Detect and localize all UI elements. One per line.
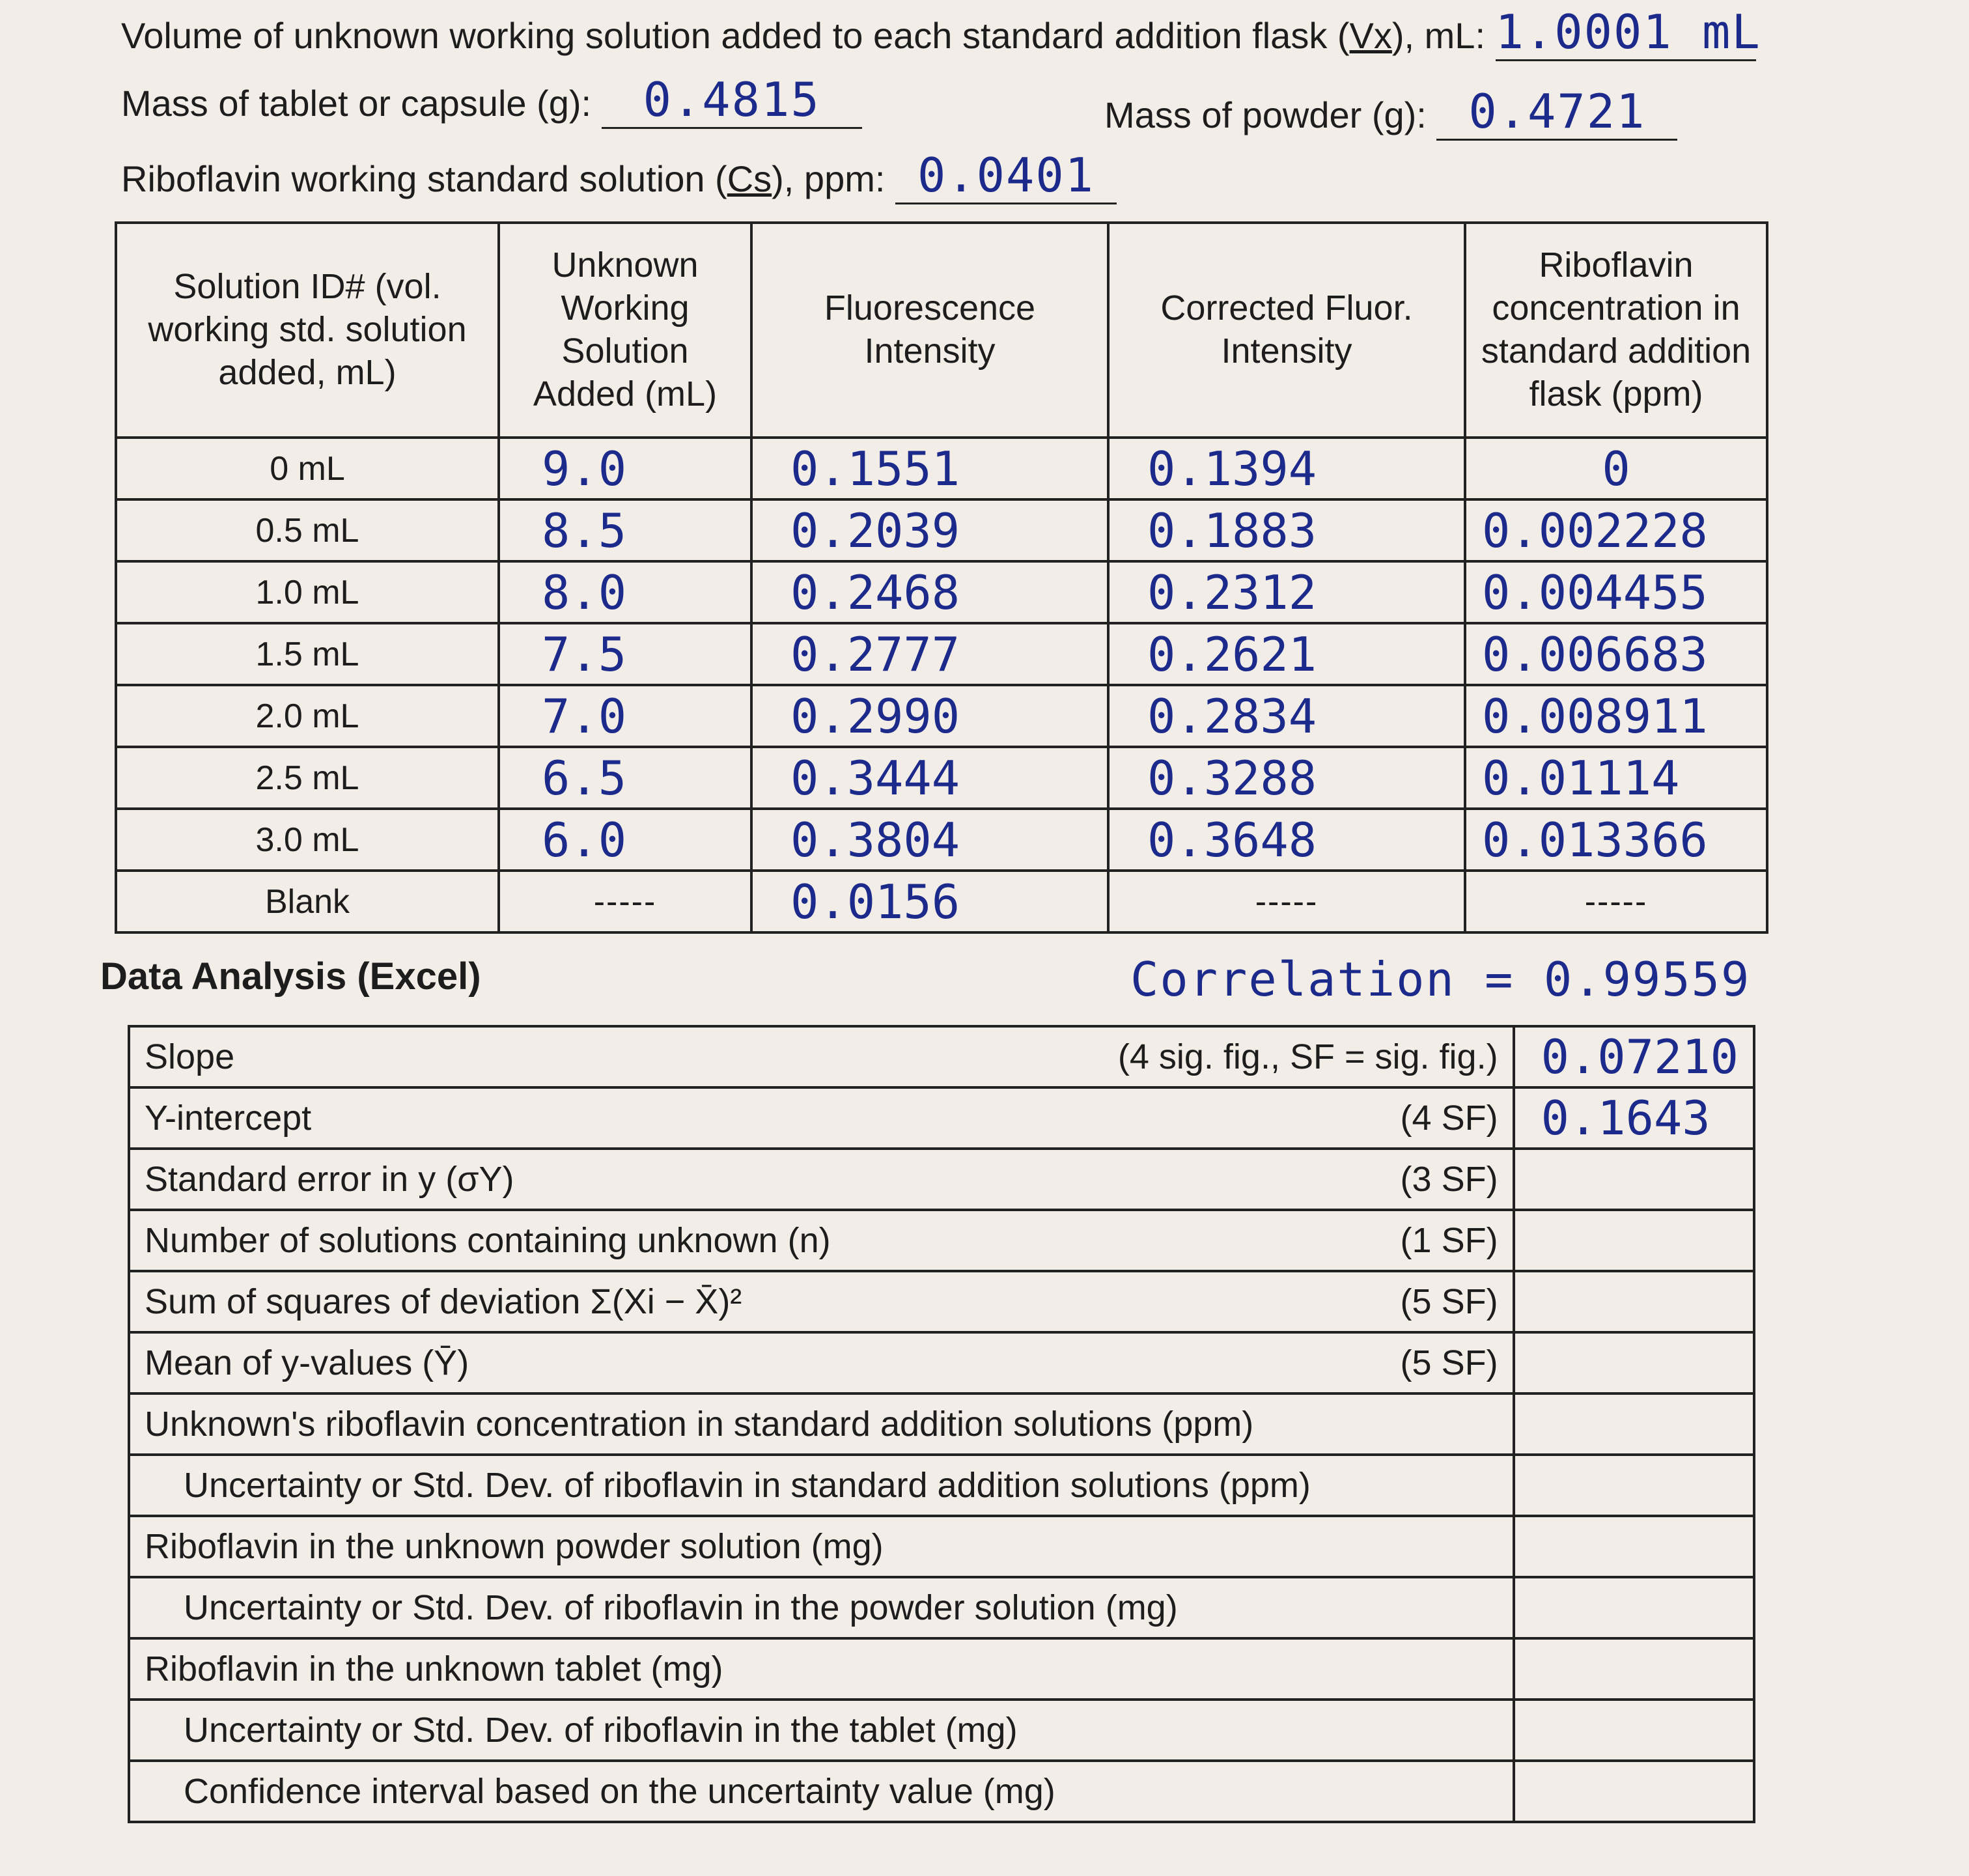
solution-id: 1.0 mL xyxy=(116,561,499,623)
header-unknown-added: Unknown Working Solution Added (mL) xyxy=(499,223,751,438)
analysis-label xyxy=(129,1577,1514,1638)
solution-id: 2.5 mL xyxy=(116,747,499,809)
analysis-label xyxy=(129,1393,1514,1455)
solution-id: 0 mL xyxy=(116,438,499,499)
analysis-label xyxy=(129,1087,1514,1149)
analysis-label-text: Y-intercept xyxy=(145,1099,312,1138)
table-row xyxy=(116,809,1767,871)
unknown-added-cell[interactable]: 7.5 xyxy=(499,623,751,685)
analysis-label xyxy=(129,1516,1514,1577)
tablet-line xyxy=(121,73,862,129)
analysis-label-text: Uncertainty or Std. Dev. of riboflavin in standard addition solutions (ppm) xyxy=(184,1466,1311,1505)
corrected-fluor-cell[interactable]: ----- xyxy=(1108,871,1465,932)
vx-line xyxy=(121,5,1761,61)
analysis-value[interactable] xyxy=(1514,1638,1754,1700)
cs-label-end: ), ppm: xyxy=(772,158,886,199)
cs-label: Riboflavin working standard solution ( xyxy=(121,158,727,199)
analysis-label xyxy=(129,1761,1514,1822)
header-corrected-fluor: Corrected Fluor. Intensity xyxy=(1108,223,1465,438)
unknown-added-cell[interactable]: 8.0 xyxy=(499,561,751,623)
analysis-value[interactable]: 0.07210 xyxy=(1514,1026,1754,1087)
powder-value[interactable]: 0.4721 xyxy=(1436,85,1677,141)
analysis-value[interactable] xyxy=(1514,1332,1754,1393)
powder-label: Mass of powder (g): xyxy=(1104,94,1427,135)
sig-fig-note: (4 SF) xyxy=(1400,1099,1498,1138)
vx-label: Volume of unknown working solution added to each standard addition flask ( xyxy=(121,15,1350,56)
fluorescence-cell[interactable]: 0.2039 xyxy=(751,499,1108,561)
corrected-fluor-cell[interactable]: 0.2312 xyxy=(1108,561,1465,623)
analysis-row xyxy=(129,1700,1754,1761)
table-row xyxy=(116,561,1767,623)
analysis-label xyxy=(129,1149,1514,1210)
header-fluorescence: Fluorescence Intensity xyxy=(751,223,1108,438)
fluorescence-cell[interactable]: 0.3804 xyxy=(751,809,1108,871)
analysis-row xyxy=(129,1393,1754,1455)
riboflavin-conc-cell[interactable]: 0.008911 xyxy=(1465,685,1767,747)
table-row-blank xyxy=(116,871,1767,932)
solution-id: 3.0 mL xyxy=(116,809,499,871)
header-solution-id: Solution ID# (vol. working std. solution added, mL) xyxy=(116,223,499,438)
table-row xyxy=(116,438,1767,499)
analysis-value[interactable] xyxy=(1514,1761,1754,1822)
analysis-value[interactable] xyxy=(1514,1700,1754,1761)
analysis-row xyxy=(129,1087,1754,1149)
analysis-value[interactable]: 0.1643 xyxy=(1514,1087,1754,1149)
analysis-label-text: Confidence interval based on the uncertainty value (mg) xyxy=(184,1772,1055,1811)
analysis-label xyxy=(129,1700,1514,1761)
corrected-fluor-cell[interactable]: 0.2621 xyxy=(1108,623,1465,685)
riboflavin-conc-cell[interactable]: 0.006683 xyxy=(1465,623,1767,685)
solution-id: 1.5 mL xyxy=(116,623,499,685)
riboflavin-conc-cell[interactable]: ----- xyxy=(1465,871,1767,932)
unknown-added-cell[interactable]: 6.0 xyxy=(499,809,751,871)
analysis-row xyxy=(129,1761,1754,1822)
unknown-added-cell[interactable]: ----- xyxy=(499,871,751,932)
riboflavin-conc-cell[interactable]: 0 xyxy=(1465,438,1767,499)
riboflavin-conc-cell[interactable]: 0.01114 xyxy=(1465,747,1767,809)
analysis-row xyxy=(129,1638,1754,1700)
analysis-label xyxy=(129,1210,1514,1271)
powder-line xyxy=(1104,85,1677,141)
unknown-added-cell[interactable]: 7.0 xyxy=(499,685,751,747)
unknown-added-cell[interactable]: 9.0 xyxy=(499,438,751,499)
analysis-label xyxy=(129,1332,1514,1393)
analysis-value[interactable] xyxy=(1514,1577,1754,1638)
analysis-value[interactable] xyxy=(1514,1455,1754,1516)
analysis-row xyxy=(129,1026,1754,1087)
analysis-label-text: Riboflavin in the unknown powder solution (mg) xyxy=(145,1527,884,1566)
analysis-row xyxy=(129,1149,1754,1210)
fluorescence-cell[interactable]: 0.3444 xyxy=(751,747,1108,809)
analysis-label xyxy=(129,1271,1514,1332)
table-row xyxy=(116,747,1767,809)
analysis-label-text: Uncertainty or Std. Dev. of riboflavin in the tablet (mg) xyxy=(184,1711,1018,1750)
analysis-label-text: Standard error in y (σY) xyxy=(145,1160,514,1199)
table-row xyxy=(116,623,1767,685)
solution-id: Blank xyxy=(116,871,499,932)
analysis-value[interactable] xyxy=(1514,1516,1754,1577)
corrected-fluor-cell[interactable]: 0.2834 xyxy=(1108,685,1465,747)
sig-fig-note: (5 SF) xyxy=(1400,1282,1498,1321)
fluorescence-cell[interactable]: 0.2468 xyxy=(751,561,1108,623)
table-row xyxy=(116,499,1767,561)
vx-label-end: ), mL: xyxy=(1391,15,1486,56)
analysis-row xyxy=(129,1271,1754,1332)
cs-line xyxy=(121,148,1117,204)
cs-value[interactable]: 0.0401 xyxy=(895,148,1117,204)
analysis-label-text: Unknown's riboflavin concentration in standard addition solutions (ppm) xyxy=(145,1405,1254,1444)
analysis-label xyxy=(129,1638,1514,1700)
tablet-label: Mass of tablet or capsule (g): xyxy=(121,83,592,124)
riboflavin-conc-cell[interactable]: 0.013366 xyxy=(1465,809,1767,871)
analysis-value[interactable] xyxy=(1514,1271,1754,1332)
tablet-value[interactable]: 0.4815 xyxy=(602,73,862,129)
riboflavin-conc-cell[interactable]: 0.002228 xyxy=(1465,499,1767,561)
corrected-fluor-cell[interactable]: 0.1883 xyxy=(1108,499,1465,561)
analysis-row xyxy=(129,1332,1754,1393)
analysis-label xyxy=(129,1455,1514,1516)
correlation-note[interactable]: Correlation = 0.99559 xyxy=(1130,952,1751,1007)
analysis-value[interactable] xyxy=(1514,1210,1754,1271)
analysis-value[interactable] xyxy=(1514,1149,1754,1210)
solution-id: 0.5 mL xyxy=(116,499,499,561)
vx-value[interactable]: 1.0001 mL xyxy=(1496,5,1756,61)
corrected-fluor-cell[interactable]: 0.1394 xyxy=(1108,438,1465,499)
sig-fig-note: (4 sig. fig., SF = sig. fig.) xyxy=(1117,1037,1498,1076)
fluorescence-cell[interactable]: 0.2990 xyxy=(751,685,1108,747)
standard-addition-table xyxy=(115,221,1768,934)
analysis-row xyxy=(129,1577,1754,1638)
analysis-label-text: Riboflavin in the unknown tablet (mg) xyxy=(145,1649,723,1688)
analysis-title: Data Analysis (Excel) xyxy=(100,955,481,998)
analysis-label-text: Uncertainty or Std. Dev. of riboflavin in the powder solution (mg) xyxy=(184,1588,1178,1627)
solution-id: 2.0 mL xyxy=(116,685,499,747)
table-row xyxy=(116,685,1767,747)
corrected-fluor-cell[interactable]: 0.3288 xyxy=(1108,747,1465,809)
sig-fig-note: (1 SF) xyxy=(1400,1221,1498,1260)
analysis-label-text: Sum of squares of deviation Σ(Xi − X̄)² xyxy=(145,1282,742,1321)
analysis-table xyxy=(128,1025,1755,1823)
sig-fig-note: (5 SF) xyxy=(1400,1343,1498,1382)
analysis-row xyxy=(129,1210,1754,1271)
corrected-fluor-cell[interactable]: 0.3648 xyxy=(1108,809,1465,871)
vx-symbol: Vx xyxy=(1349,15,1392,56)
fluorescence-cell[interactable]: 0.2777 xyxy=(751,623,1108,685)
analysis-label-text: Mean of y-values (Ȳ) xyxy=(145,1343,469,1382)
analysis-label xyxy=(129,1026,1514,1087)
analysis-label-text: Slope xyxy=(145,1037,235,1076)
analysis-row xyxy=(129,1516,1754,1577)
unknown-added-cell[interactable]: 6.5 xyxy=(499,747,751,809)
analysis-label-text: Number of solutions containing unknown (n) xyxy=(145,1221,831,1260)
analysis-value[interactable] xyxy=(1514,1393,1754,1455)
unknown-added-cell[interactable]: 8.5 xyxy=(499,499,751,561)
cs-symbol: Cs xyxy=(727,158,772,199)
fluorescence-cell[interactable]: 0.0156 xyxy=(751,871,1108,932)
analysis-row xyxy=(129,1455,1754,1516)
sig-fig-note: (3 SF) xyxy=(1400,1160,1498,1199)
table-header-row xyxy=(116,223,1767,438)
header-riboflavin-conc: Riboflavin concentration in standard addition flask (ppm) xyxy=(1465,223,1767,438)
riboflavin-conc-cell[interactable]: 0.004455 xyxy=(1465,561,1767,623)
fluorescence-cell[interactable]: 0.1551 xyxy=(751,438,1108,499)
